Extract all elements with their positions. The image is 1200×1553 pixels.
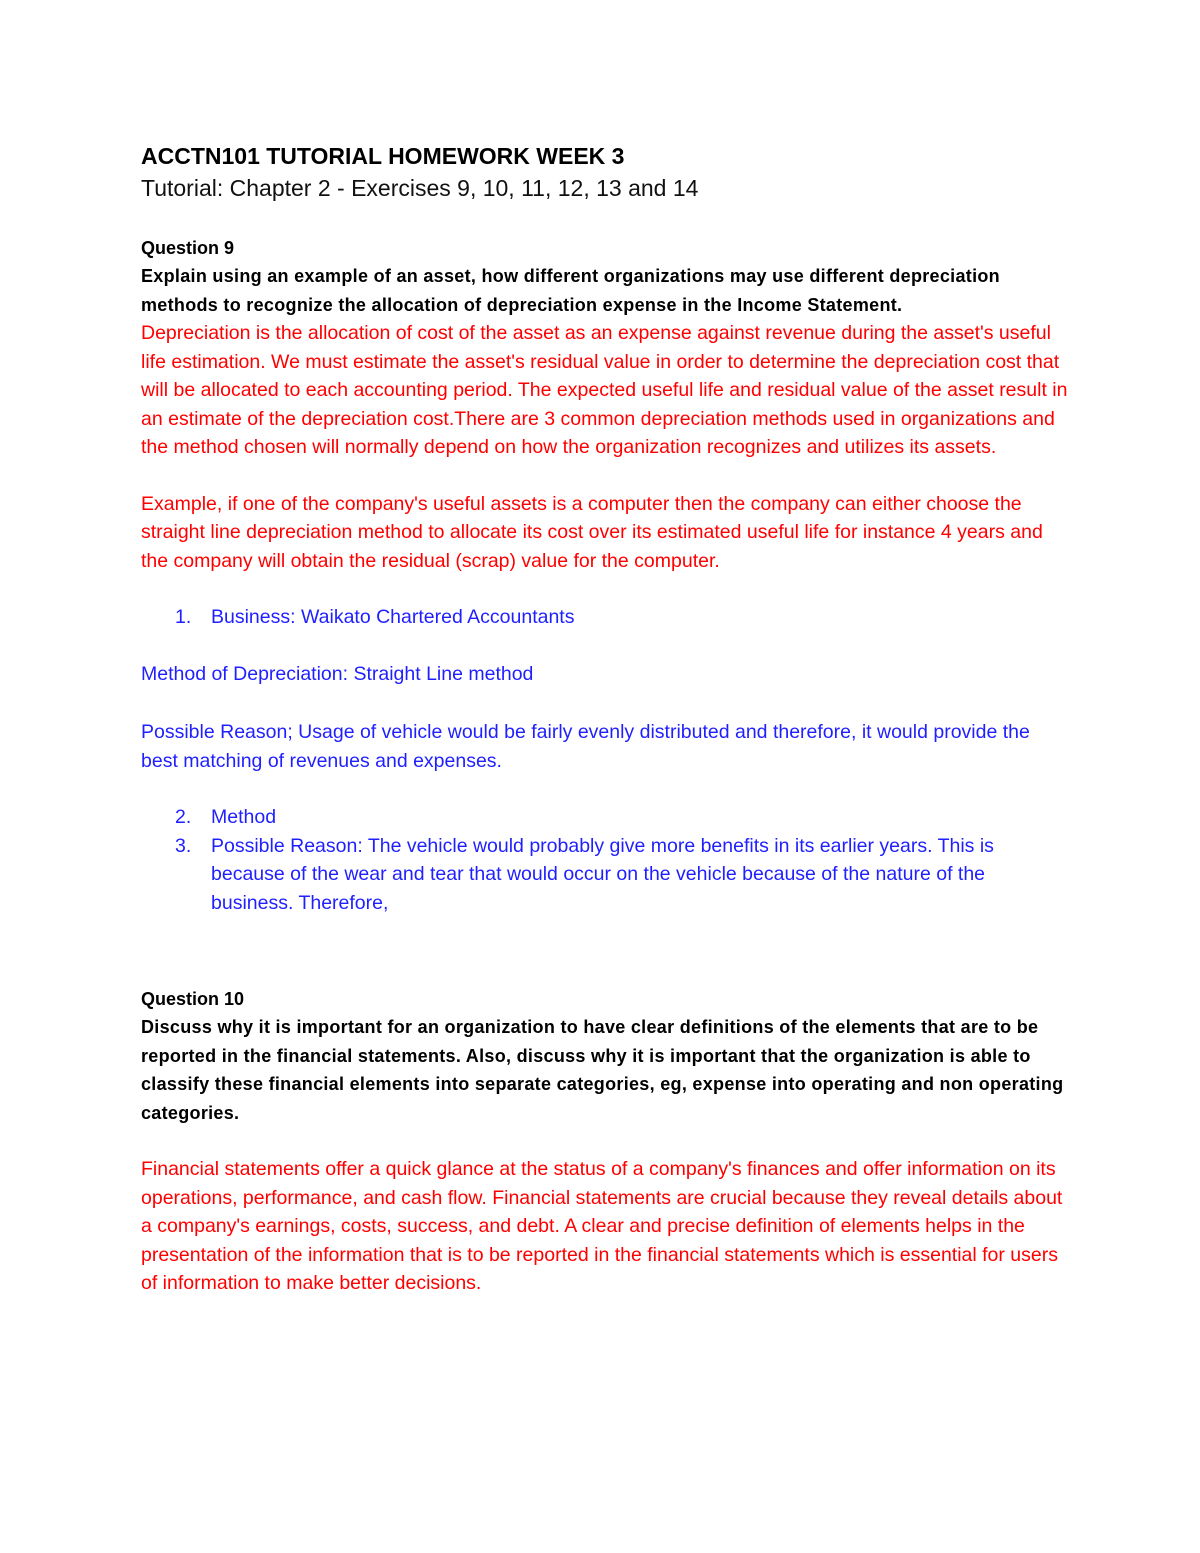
list-item-text: Possible Reason: The vehicle would probably give more benefits in its earlier years. This is because of the wear and tear that would occur on the vehicle because of the nature of the business. Therefore, [211,834,994,914]
document-subtitle: Tutorial: Chapter 2 - Exercises 9, 10, 11, 12, 13 and 14 [141,175,699,201]
business-list [141,603,1071,632]
question-10-heading: Question 10 [141,989,245,1009]
question-10-answer: Financial statements offer a quick glance at the status of a company's finances and offer information on its operations, performance, and cash flow. Financial statements are crucial because they reveal details about a company's earnings, costs, success, and debt. A clear and precise definition of elements helps in the presentation of the information that is to be reported in the financial statements which is essential for users of information to make better decisions. [141,1158,1063,1294]
method-list [141,803,1071,917]
list-item [141,832,1071,918]
question-9-text: Explain using an example of an asset, how different organizations may use different depreciation methods to recognize the allocation of depreciation expense in the Income Statement. [141,266,1000,315]
list-item [141,803,1071,832]
question-10-section [141,985,1071,1298]
list-item-text: Method [211,806,277,828]
list-item [141,603,1071,632]
question-10-text: Discuss why it is important for an organization to have clear definitions of the elements that are to be reported in the financial statements. Also, discuss why it is important that the organization is able to classify these financial elements into separate categories, eg, expense into operating and non operating categories. [141,1017,1064,1123]
list-number: 2. [175,806,192,828]
question-9-heading: Question 9 [141,238,235,258]
list-number: 1. [175,606,192,628]
depreciation-method-text: Method of Depreciation: Straight Line method [141,662,534,685]
question-9-answer-paragraph-1: Depreciation is the allocation of cost of the asset as an expense against revenue during the asset's useful life estimation. We must estimate the asset's residual value in order to determine the depreciation cost that will be allocated to each accounting period. The expected useful life and residual value of the asset result in an estimate of the depreciation cost.There are 3 common depreciation methods used in organizations and the method chosen will normally depend on how the organization recognizes and utilizes its assets. [141,322,1068,458]
document-page [141,140,1071,1298]
document-title: ACCTN101 TUTORIAL HOMEWORK WEEK 3 [141,143,625,169]
question-9-answer-paragraph-2: Example, if one of the company's useful assets is a computer then the company can either choose the straight line depreciation method to allocate its cost over its estimated useful life for instance 4 years and the company will obtain the residual (scrap) value for the computer. [141,492,1043,572]
list-item-text: Business: Waikato Chartered Accountants [211,606,575,628]
list-number: 3. [175,834,192,857]
question-9-section [141,234,1071,917]
possible-reason-text: Possible Reason; Usage of vehicle would be fairly evenly distributed and therefore, it would provide the best matching of revenues and expenses. [141,721,1030,772]
